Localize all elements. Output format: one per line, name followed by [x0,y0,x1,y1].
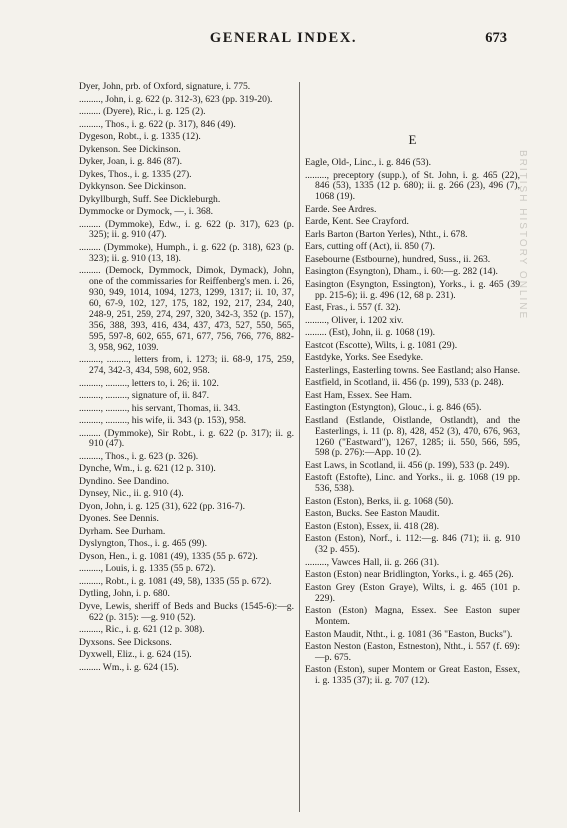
index-entry: Easton (Eston), super Montem or Great Easton, Essex, i. g. 1335 (37); ii. g. 707 (12). [305,664,520,687]
index-entry: Dyxwell, Eliz., i. g. 624 (15). [79,649,192,661]
index-entry: Easton (Eston), Berks, ii. g. 1068 (50). [305,495,454,507]
index-entry: Dykyllburgh, Suff. See Dickleburgh. [79,193,221,205]
index-entry: ........., Vawces Hall, ii. g. 266 (31). [305,556,440,568]
index-entry: Easington (Esyngton, Essington), Yorks., i. g. 465 (39 pp. 215-6); ii. g. 496 (12, 68 p. 231). [305,278,520,301]
index-column-left [79,82,294,820]
index-entry: Dyslyngton, Thos., i. g. 465 (99). [79,538,208,550]
index-entry: Dyndino. See Dandino. [79,475,170,487]
column-divider [299,82,300,812]
index-entry: Easton (Eston), Essex, ii. 418 (28). [305,520,440,532]
index-entry: East, Fras., i. 557 (f. 32). [305,302,401,314]
index-column-right [305,82,520,820]
index-entry: Dykes, Thos., i. g. 1335 (27). [79,168,192,180]
index-entry: Dyson, Hen., i. g. 1081 (49), 1335 (55 p. 672). [79,550,258,562]
index-entry: Easton (Eston), Norf., i. 112:—g. 846 (71); ii. g. 910 (32 p. 455). [305,533,520,556]
index-entry: ........., John, i. g. 622 (p. 312-3), 623 (pp. 319-20). [79,93,273,105]
index-entry: Easington (Esyngton), Dham., i. 60:—g. 282 (14). [305,266,498,278]
index-entry: ........., Oliver, i. 1202 xiv. [305,314,404,326]
index-entry: ........., ........., signature of, ii. 847. [79,390,210,402]
index-entry: Dyve, Lewis, sheriff of Beds and Bucks (1545-6):—g. 622 (p. 315): —g. 910 (52). [79,600,294,623]
index-entry: ........., Thos., i. g. 623 (p. 326). [79,450,199,462]
index-entry: Dymmocke or Dymock, —, i. 368. [79,206,214,217]
index-entry: Dytling, John, i. p. 680. [79,588,170,600]
index-entry: ......... (Dymmoke), Edw., i. g. 622 (p. 317), 623 (p. 325); ii. g. 910 (47). [79,218,294,241]
index-entry: Dyones. See Dennis. [79,513,159,525]
index-entry: Earde, Kent. See Crayford. [305,216,409,228]
index-entry: Dyxsons. See Dicksons. [79,636,172,648]
page-number: 673 [485,30,507,46]
index-entry: Eastfield, in Scotland, ii. 456 (p. 199), 533 (p. 248). [305,377,504,389]
index-entry: Easton (Eston) near Bridlington, Yorks., i. g. 465 (26). [305,569,514,581]
index-entry: Dykenson. See Dickinson. [79,143,181,155]
index-entry: Dygeson, Robt., i. g. 1335 (12). [79,131,201,142]
index-entry: ........., ........., letters to, i. 26; ii. 102. [79,377,219,389]
index-entry: Easton Maudit, Ntht., i. g. 1081 (36 "Easton, Bucks"). [305,628,513,640]
index-entry: Eastington (Estyngton), Glouc., i. g. 846 (65). [305,402,482,414]
index-entry: ........., Louis, i. g. 1335 (55 p. 672). [79,563,216,575]
index-entries-right [305,158,520,687]
index-entry: ......... (Dymmoke), Humph., i. g. 622 (p. 318), 623 (p. 323); ii. g. 910 (13, 18). [79,241,294,264]
index-entry: Easterlings, Easterling towns. See Eastland; also Hanse. [305,364,520,376]
index-entry: Easton, Bucks. See Easton Maudit. [305,508,440,520]
index-entry: Dykkynson. See Dickinson. [79,181,187,192]
index-entry: Eastcot (Escotte), Wilts, i. g. 1081 (29). [305,339,458,351]
index-entry: East Ham, Essex. See Ham. [305,389,412,401]
index-entry: ......... (Demock, Dymmock, Dimok, Dymack), John, one of the commissaries for Reiffenberg's men. i. 26, 930, 949, 1014, 1094, 1273, 1299, 1317; ii. 10, 37, 60, 67-9, 102, 127, 175, 182, 192, 217, 234, 240, 248-9, 251, 259, 274, 297, 320, 342-3, 352 (p. 157), 356, 388, 393, 416, 434, 437, 473, 527, 550, 565, 595, 597-8, 602, 655, 671, 677, 756, 766, 776, 882-3, 958, 962, 1039. [79,265,294,353]
page-header [0,30,567,50]
index-entry: Easton Grey (Eston Graye), Wilts, i. g. 465 (101 p. 229). [305,581,520,604]
index-entry: Eastdyke, Yorks. See Esedyke. [305,352,424,364]
index-entry: East Laws, in Scotland, ii. 456 (p. 199), 533 (p. 249). [305,459,510,471]
index-entry: Eastoft (Estofte), Linc. and Yorks., ii. g. 1068 (19 pp. 536, 538). [305,472,520,495]
index-entry: ........., preceptory (supp.), of St. John, i. g. 465 (22), 846 (53), 1335 (12 p. 680); ii. g. 266 (23), 496 (7), 1068 (19). [305,169,520,203]
index-entry: ........., Robt., i. g. 1081 (49, 58), 1335 (55 p. 672). [79,575,272,587]
index-entry: ........., Ric., i. g. 621 (12 p. 308). [79,624,205,636]
index-entry: Dynsey, Nic., ii. g. 910 (4). [79,488,184,500]
index-entry: Ears, cutting off (Act), ii. 850 (7). [305,241,435,253]
index-entry: Easton (Eston) Magna, Essex. See Easton super Montem. [305,605,520,628]
index-entry: Dyer, John, prb. of Oxford, signature, i. 775. [79,82,251,92]
watermark: BRITISH HISTORY ONLINE [517,150,528,321]
index-entry: ........., ........., his wife, ii. 343 (p. 153), 958. [79,415,247,427]
index-entry: ......... Wm., i. g. 624 (15). [79,661,179,673]
index-entry: Earde. See Ardres. [305,203,377,215]
index-entry: Dynche, Wm., i. g. 621 (12 p. 310). [79,463,216,475]
index-entry: ........., ........., letters from, i. 1273; ii. 68-9, 175, 259, 274, 342-3, 434, 598, 602, 958. [79,354,294,377]
index-entry: Dyon, John, i. g. 125 (31), 622 (pp. 316-7). [79,500,246,512]
index-entry: Dyker, Joan, i. g. 846 (87). [79,156,182,167]
index-entry: Eagle, Old-, Linc., i. g. 846 (53). [305,157,432,168]
index-entry: ......... (Dymmoke), Sir Robt., i. g. 622 (p. 317); ii. g. 910 (47). [79,427,294,450]
index-entry: Easton Neston (Easton, Estneston), Ntht., i. 557 (f. 69):—p. 675. [305,641,520,663]
index-entry: ......... (Dyere), Ric., i. g. 125 (2). [79,106,206,117]
index-entry: Eastland (Estlande, Oistlande, Ostlandt), and the Easterlings, i. 11 (p. 8), 428, 452 (3), 470, 676, 963, 1260 ("Eastward"), 1267, 1285; ii. 550, 566, 595, 598 (p. 276):—App. 10 (2). [305,414,520,459]
index-entry: ......... (Est), John, ii. g. 1068 (19). [305,327,436,339]
index-entry: Dyrham. See Durham. [79,525,166,537]
page-title: GENERAL INDEX. [209,30,358,46]
section-letter: E [408,132,417,147]
index-entry: Earls Barton (Barton Yerles), Ntht., i. 678. [305,228,468,240]
index-entry: Easebourne (Estbourne), hundred, Suss., ii. 263. [305,253,491,265]
index-entry: ........., ........., his servant, Thomas, ii. 343. [79,402,241,414]
index-entry: ........., Thos., i. g. 622 (p. 317), 846 (49). [79,118,236,130]
